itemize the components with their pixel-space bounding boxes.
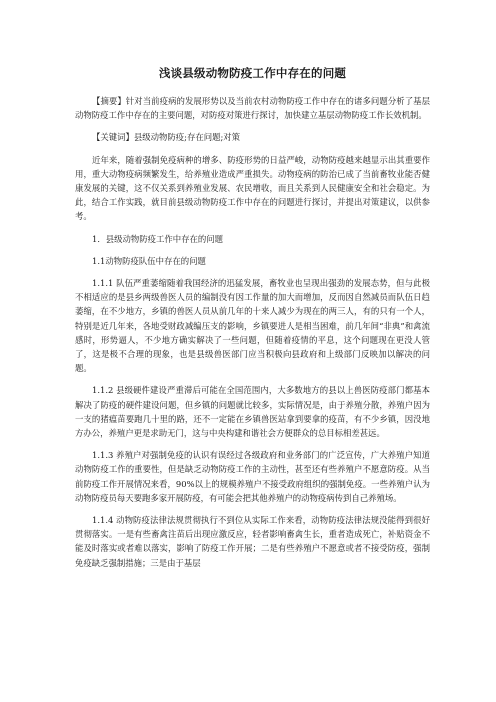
document-title: 浅谈县级动物防疫工作中存在的问题 <box>158 66 347 80</box>
section-heading-1-1: 1.1动物防疫队伍中存在的问题 <box>92 255 206 266</box>
abstract-paragraph: 【摘要】针对当前疫病的发展形势以及当前农村动物防疫工作中存在的诸多问题分析了基层动物防疫工作中存在的主要问题，对防疫对策进行探讨，加快建立基层动物防疫工作长效机制。 <box>75 96 430 121</box>
keywords-paragraph: 【关键词】县级动物防疫;存在问题;对策 <box>92 132 241 143</box>
paragraph-1-1-2: 1.1.2 县级硬件建设严重滞后可能在全国范围内，大多数地方的县以上兽医防疫部门都基本解决了防疫的硬件建设问题，但乡镇的问题就比较多，实际情况是，由于养殖分散，养殖户因为一支的猪瘟苗要跑几十里的路，还不一定能在乡镇兽医站拿到要拿的疫苗，有不少乡镇，因没地方办公，养殖户更是求助无门，这与中央构建和谐社会方便群众的总目标相差甚远。 <box>75 385 430 439</box>
intro-paragraph: 近年来，随着强制免疫病种的增多、防疫形势的日益严峻，动物防疫越来越显示出其重要作用，重大动物疫病频繁发生，给养殖业造成严重损失。动物疫病的防治已成了当前畜牧业能否健康发展的关键，这不仅关系到养殖业发展、农民增收，而且关系到人民健康安全和社会稳定。为此，结合工作实践，就目前县级动物防疫工作中存在的问题进行探讨，并提出对策建议，以供参考。 <box>75 154 430 222</box>
paragraph-1-1-3: 1.1.3 养殖户对强制免疫的认识有误经过各级政府和业务部门的广泛宣传，广大养殖户知道动物防疫工作的重要性，但是缺乏动物防疫工作的主动性，甚至还有些养殖户不愿意防疫。从当前防疫工作开展情况来看，90%以上的规模养殖户不接受政府组织的强制免疫。一些养殖户认为动物防疫员每天要跑多家开展防疫，有可能会把其他养殖户的动物疫病传到自己养殖场。 <box>75 450 430 503</box>
paragraph-1-1-4: 1.1.4 动物防疫法律法规贯彻执行不到位从实际工作来看，动物防疫法律法规没能得到很好贯彻落实。一是有些畜禽注苗后出现应激反应，轻者影响畜禽生长，重者造成死亡，补贴资金不能及时落实或者难以落实，影响了防疫工作开展；二是有些养殖户不愿意或者不接受防疫，强制免疫缺乏强制措施；三是由于基层 <box>75 515 430 568</box>
section-heading-1: 1．县级动物防疫工作中存在的问题 <box>92 233 223 244</box>
paragraph-1-1-1: 1.1.1 队伍严重萎缩随着我国经济的迅猛发展，畜牧业也呈现出强劲的发展态势，但与此极不相适应的是县乡两级兽医人员的编制没有因工作量的加大而增加，反而因自然减员而队伍日趋萎缩，在不少地方，乡镇的兽医人员从前几年的十来人减少为现在的两三人，有的只有一个人，特别是近几年来，各地受财政减编压支的影响，乡镇要进人是相当困难，前几年间“非典”和禽流感时，形势逼人，不少地方确实解决了一些问题，但随着疫情的平息，这个问题现在更没人管了，这是极不合理的现象，也是县级兽医部门应当积极向县政府和上级部门反映加以解决的问题。 <box>75 278 430 374</box>
